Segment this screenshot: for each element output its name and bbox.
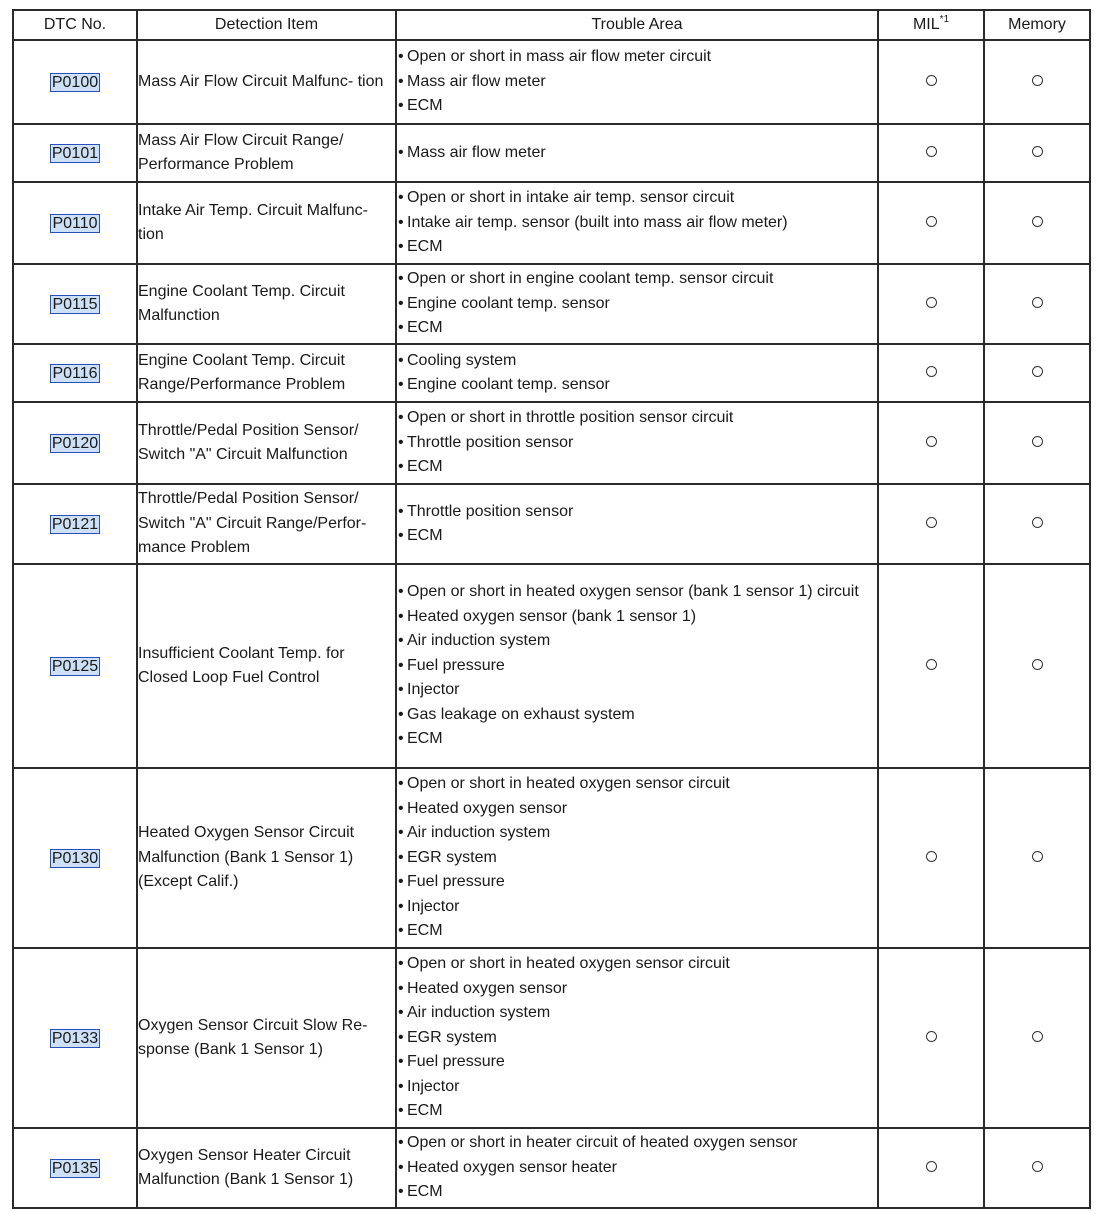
trouble-area-item: • Open or short in heater circuit of heated oxygen sensor xyxy=(397,1131,877,1156)
mil-cell xyxy=(878,124,984,182)
trouble-area-item: • Heated oxygen sensor xyxy=(397,977,877,1002)
trouble-area-item: • Heated oxygen sensor heater xyxy=(397,1156,877,1181)
detection-item-cell: Throttle/Pedal Position Sensor/ Switch "A" Circuit Malfunction xyxy=(137,402,396,484)
detection-item-cell: Engine Coolant Temp. Circuit Malfunction xyxy=(137,264,396,344)
mil-circle-icon xyxy=(926,1161,937,1172)
trouble-area-list xyxy=(397,772,877,944)
trouble-area-cell xyxy=(396,344,878,402)
dtc-code-link[interactable]: P0121 xyxy=(51,515,99,533)
trouble-area-cell xyxy=(396,1128,878,1208)
mil-cell xyxy=(878,264,984,344)
dtc-code-link[interactable]: P0135 xyxy=(51,1159,99,1177)
mil-circle-icon xyxy=(926,851,937,862)
trouble-area-cell xyxy=(396,768,878,948)
trouble-area-list xyxy=(397,141,877,166)
trouble-area-item: • Fuel pressure xyxy=(397,654,877,679)
memory-circle-icon xyxy=(1032,75,1043,86)
trouble-area-cell xyxy=(396,484,878,564)
mil-cell xyxy=(878,564,984,768)
detection-item-cell: Insufficient Coolant Temp. for Closed Loop Fuel Control xyxy=(137,564,396,768)
table-row xyxy=(13,484,1090,564)
trouble-area-item: • Engine coolant temp. sensor xyxy=(397,373,877,398)
trouble-area-item: • Injector xyxy=(397,678,877,703)
dtc-code-link[interactable]: P0125 xyxy=(51,657,99,675)
dtc-table xyxy=(12,9,1091,1209)
detection-item-cell: Oxygen Sensor Circuit Slow Re- sponse (Bank 1 Sensor 1) xyxy=(137,948,396,1128)
trouble-area-item: • Fuel pressure xyxy=(397,870,877,895)
trouble-area-item: • Throttle position sensor xyxy=(397,500,877,525)
trouble-area-list xyxy=(397,349,877,398)
memory-circle-icon xyxy=(1032,297,1043,308)
dtc-code-link[interactable]: P0133 xyxy=(51,1029,99,1047)
dtc-code-cell xyxy=(13,484,137,564)
dtc-code-cell xyxy=(13,40,137,124)
table-row xyxy=(13,768,1090,948)
header-row xyxy=(13,10,1090,40)
table-row xyxy=(13,182,1090,264)
trouble-area-item: • ECM xyxy=(397,919,877,944)
mil-cell xyxy=(878,344,984,402)
trouble-area-item: • Gas leakage on exhaust system xyxy=(397,703,877,728)
mil-cell xyxy=(878,40,984,124)
trouble-area-cell xyxy=(396,948,878,1128)
mil-cell xyxy=(878,484,984,564)
memory-circle-icon xyxy=(1032,1031,1043,1042)
trouble-area-item: • Throttle position sensor xyxy=(397,431,877,456)
trouble-area-list xyxy=(397,267,877,341)
mil-cell xyxy=(878,182,984,264)
trouble-area-item: • EGR system xyxy=(397,846,877,871)
memory-circle-icon xyxy=(1032,1161,1043,1172)
dtc-code-link[interactable]: P0116 xyxy=(52,364,98,382)
trouble-area-cell xyxy=(396,564,878,768)
memory-cell xyxy=(984,40,1090,124)
header-mil-footnote: *1 xyxy=(939,14,950,25)
table-row xyxy=(13,564,1090,768)
trouble-area-list xyxy=(397,500,877,549)
detection-item-cell: Mass Air Flow Circuit Range/ Performance Problem xyxy=(137,124,396,182)
table-row xyxy=(13,264,1090,344)
dtc-code-link[interactable]: P0120 xyxy=(51,434,99,452)
trouble-area-list xyxy=(397,1131,877,1205)
memory-cell xyxy=(984,484,1090,564)
trouble-area-item: • Air induction system xyxy=(397,821,877,846)
table-row xyxy=(13,948,1090,1128)
trouble-area-item: • Open or short in engine coolant temp. sensor circuit xyxy=(397,267,877,292)
table-row xyxy=(13,344,1090,402)
dtc-code-cell xyxy=(13,948,137,1128)
trouble-area-item: • EGR system xyxy=(397,1026,877,1051)
trouble-area-list xyxy=(397,406,877,480)
table-row xyxy=(13,124,1090,182)
dtc-code-cell xyxy=(13,768,137,948)
memory-circle-icon xyxy=(1032,517,1043,528)
trouble-area-list xyxy=(397,580,877,752)
memory-circle-icon xyxy=(1032,659,1043,670)
trouble-area-item: • Open or short in intake air temp. sensor circuit xyxy=(397,186,877,211)
dtc-code-link[interactable]: P0130 xyxy=(51,849,99,867)
trouble-area-item: • Mass air flow meter xyxy=(397,70,877,95)
detection-item-cell: Intake Air Temp. Circuit Malfunc- tion xyxy=(137,182,396,264)
memory-circle-icon xyxy=(1032,436,1043,447)
dtc-code-cell xyxy=(13,564,137,768)
mil-cell xyxy=(878,768,984,948)
mil-circle-icon xyxy=(926,659,937,670)
mil-circle-icon xyxy=(926,146,937,157)
trouble-area-item: • Engine coolant temp. sensor xyxy=(397,292,877,317)
mil-cell xyxy=(878,1128,984,1208)
dtc-code-cell xyxy=(13,1128,137,1208)
dtc-code-link[interactable]: P0115 xyxy=(52,295,98,313)
mil-circle-icon xyxy=(926,436,937,447)
trouble-area-item: • Cooling system xyxy=(397,349,877,374)
memory-cell xyxy=(984,948,1090,1128)
memory-circle-icon xyxy=(1032,851,1043,862)
trouble-area-list xyxy=(397,952,877,1124)
dtc-code-cell xyxy=(13,402,137,484)
trouble-area-item: • Open or short in heated oxygen sensor circuit xyxy=(397,772,877,797)
trouble-area-item: • Air induction system xyxy=(397,1001,877,1026)
detection-item-cell: Heated Oxygen Sensor Circuit Malfunction (Bank 1 Sensor 1) (Except Calif.) xyxy=(137,768,396,948)
trouble-area-cell xyxy=(396,182,878,264)
trouble-area-item: • ECM xyxy=(397,316,877,341)
header-mil-label: MIL xyxy=(912,16,940,33)
trouble-area-item: • ECM xyxy=(397,1099,877,1124)
memory-cell xyxy=(984,402,1090,484)
trouble-area-list xyxy=(397,45,877,119)
dtc-code-link[interactable]: P0110 xyxy=(52,214,98,232)
header-dtc-no: DTC No. xyxy=(13,10,137,40)
trouble-area-item: • Mass air flow meter xyxy=(397,141,877,166)
dtc-code-link[interactable]: P0101 xyxy=(51,144,99,162)
dtc-code-cell xyxy=(13,344,137,402)
trouble-area-cell xyxy=(396,40,878,124)
mil-circle-icon xyxy=(926,297,937,308)
header-trouble-area: Trouble Area xyxy=(396,10,878,40)
trouble-area-item: • ECM xyxy=(397,524,877,549)
trouble-area-item: • ECM xyxy=(397,94,877,119)
mil-circle-icon xyxy=(926,366,937,377)
trouble-area-item: • Open or short in heated oxygen sensor (bank 1 sensor 1) circuit xyxy=(397,580,877,605)
memory-cell xyxy=(984,264,1090,344)
dtc-code-cell xyxy=(13,182,137,264)
memory-cell xyxy=(984,1128,1090,1208)
trouble-area-item: • ECM xyxy=(397,727,877,752)
mil-circle-icon xyxy=(926,216,937,227)
memory-cell xyxy=(984,564,1090,768)
header-memory: Memory xyxy=(984,10,1090,40)
memory-circle-icon xyxy=(1032,216,1043,227)
detection-item-cell: Throttle/Pedal Position Sensor/ Switch "A" Circuit Range/Perfor- mance Problem xyxy=(137,484,396,564)
trouble-area-item: • Intake air temp. sensor (built into mass air flow meter) xyxy=(397,211,877,236)
trouble-area-item: • Open or short in mass air flow meter circuit xyxy=(397,45,877,70)
trouble-area-item: • Injector xyxy=(397,1075,877,1100)
dtc-code-cell xyxy=(13,264,137,344)
mil-circle-icon xyxy=(926,1031,937,1042)
trouble-area-list xyxy=(397,186,877,260)
mil-circle-icon xyxy=(926,75,937,86)
memory-cell xyxy=(984,768,1090,948)
trouble-area-item: • ECM xyxy=(397,1180,877,1205)
memory-circle-icon xyxy=(1032,146,1043,157)
dtc-code-cell xyxy=(13,124,137,182)
dtc-code-link[interactable]: P0100 xyxy=(51,73,99,91)
trouble-area-cell xyxy=(396,402,878,484)
trouble-area-cell xyxy=(396,124,878,182)
table-row xyxy=(13,40,1090,124)
trouble-area-item: • ECM xyxy=(397,235,877,260)
memory-cell xyxy=(984,124,1090,182)
trouble-area-item: • Fuel pressure xyxy=(397,1050,877,1075)
trouble-area-item: • Open or short in heated oxygen sensor circuit xyxy=(397,952,877,977)
trouble-area-item: • Injector xyxy=(397,895,877,920)
trouble-area-item: • Heated oxygen sensor (bank 1 sensor 1) xyxy=(397,605,877,630)
trouble-area-item: • Open or short in throttle position sensor circuit xyxy=(397,406,877,431)
trouble-area-item: • Heated oxygen sensor xyxy=(397,797,877,822)
header-mil xyxy=(878,10,984,40)
memory-circle-icon xyxy=(1032,366,1043,377)
detection-item-cell: Engine Coolant Temp. Circuit Range/Performance Problem xyxy=(137,344,396,402)
trouble-area-item: • Air induction system xyxy=(397,629,877,654)
trouble-area-item: • ECM xyxy=(397,455,877,480)
mil-cell xyxy=(878,402,984,484)
trouble-area-cell xyxy=(396,264,878,344)
header-detection-item: Detection Item xyxy=(137,10,396,40)
mil-circle-icon xyxy=(926,517,937,528)
memory-cell xyxy=(984,344,1090,402)
table-row xyxy=(13,1128,1090,1208)
detection-item-cell: Oxygen Sensor Heater Circuit Malfunction (Bank 1 Sensor 1) xyxy=(137,1128,396,1208)
table-row xyxy=(13,402,1090,484)
detection-item-cell: Mass Air Flow Circuit Malfunc- tion xyxy=(137,40,396,124)
memory-cell xyxy=(984,182,1090,264)
mil-cell xyxy=(878,948,984,1128)
